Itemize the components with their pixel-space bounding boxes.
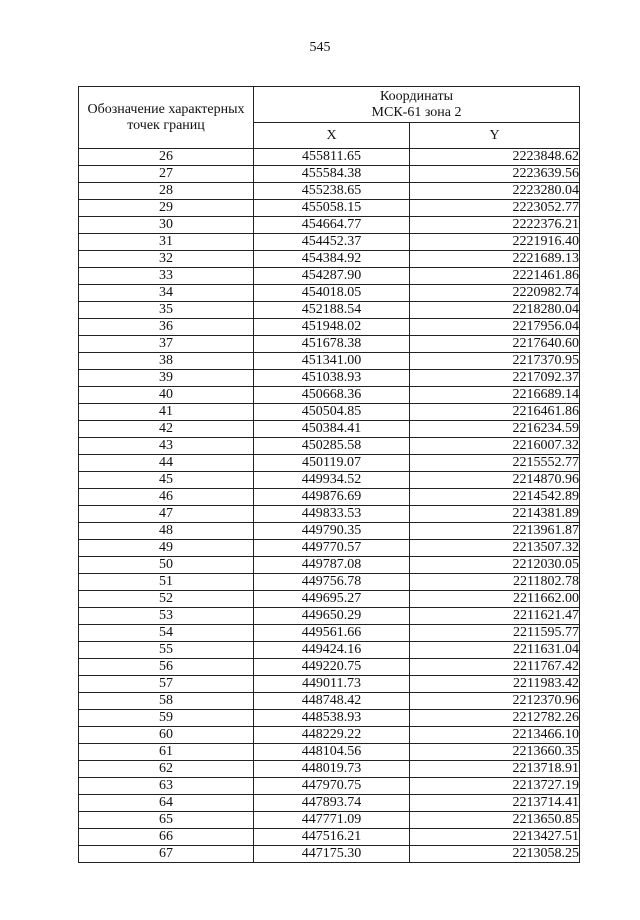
table-row <box>79 625 580 642</box>
point-number-cell: 41 <box>79 404 254 421</box>
point-number-cell: 50 <box>79 557 254 574</box>
y-coordinate-cell: 2213058.25 <box>410 846 580 863</box>
point-number-cell: 29 <box>79 200 254 217</box>
table-row <box>79 421 580 438</box>
x-coordinate-cell: 447516.21 <box>254 829 410 846</box>
table-row <box>79 149 580 166</box>
x-coordinate-cell: 449787.08 <box>254 557 410 574</box>
y-coordinate-cell: 2217092.37 <box>410 370 580 387</box>
table-row <box>79 387 580 404</box>
x-coordinate-cell: 454287.90 <box>254 268 410 285</box>
point-number-cell: 53 <box>79 608 254 625</box>
table-row <box>79 404 580 421</box>
y-coordinate-cell: 2218280.04 <box>410 302 580 319</box>
x-coordinate-cell: 455058.15 <box>254 200 410 217</box>
table-row <box>79 268 580 285</box>
x-coordinate-cell: 451341.00 <box>254 353 410 370</box>
table-row <box>79 489 580 506</box>
table-row <box>79 574 580 591</box>
y-coordinate-cell: 2223280.04 <box>410 183 580 200</box>
x-coordinate-cell: 449833.53 <box>254 506 410 523</box>
y-coordinate-cell: 2211631.04 <box>410 642 580 659</box>
point-number-cell: 32 <box>79 251 254 268</box>
x-coordinate-cell: 448538.93 <box>254 710 410 727</box>
table-row <box>79 251 580 268</box>
point-number-cell: 56 <box>79 659 254 676</box>
x-coordinate-cell: 447175.30 <box>254 846 410 863</box>
table-row <box>79 285 580 302</box>
point-number-cell: 42 <box>79 421 254 438</box>
point-number-cell: 33 <box>79 268 254 285</box>
y-column-header: Y <box>410 123 580 149</box>
point-designation-header: Обозначение характерных точек границ <box>79 87 254 149</box>
point-number-cell: 66 <box>79 829 254 846</box>
point-number-cell: 67 <box>79 846 254 863</box>
y-coordinate-cell: 2213727.19 <box>410 778 580 795</box>
point-number-cell: 65 <box>79 812 254 829</box>
point-number-cell: 36 <box>79 319 254 336</box>
point-number-cell: 35 <box>79 302 254 319</box>
table-row <box>79 506 580 523</box>
x-coordinate-cell: 450285.58 <box>254 438 410 455</box>
point-number-cell: 55 <box>79 642 254 659</box>
table-row <box>79 846 580 863</box>
point-number-cell: 52 <box>79 591 254 608</box>
x-coordinate-cell: 455238.65 <box>254 183 410 200</box>
x-coordinate-cell: 455584.38 <box>254 166 410 183</box>
x-coordinate-cell: 449220.75 <box>254 659 410 676</box>
table-row <box>79 710 580 727</box>
page-number: 545 <box>309 40 331 55</box>
y-coordinate-cell: 2213660.35 <box>410 744 580 761</box>
y-coordinate-cell: 2211802.78 <box>410 574 580 591</box>
point-number-cell: 54 <box>79 625 254 642</box>
x-coordinate-cell: 447771.09 <box>254 812 410 829</box>
y-coordinate-cell: 2212370.96 <box>410 693 580 710</box>
point-number-cell: 59 <box>79 710 254 727</box>
point-number-cell: 38 <box>79 353 254 370</box>
x-coordinate-cell: 449011.73 <box>254 676 410 693</box>
table-row <box>79 557 580 574</box>
y-coordinate-cell: 2216689.14 <box>410 387 580 404</box>
y-coordinate-cell: 2217956.04 <box>410 319 580 336</box>
table-row <box>79 540 580 557</box>
point-number-cell: 27 <box>79 166 254 183</box>
table-row <box>79 455 580 472</box>
point-number-cell: 28 <box>79 183 254 200</box>
table-row <box>79 642 580 659</box>
x-coordinate-cell: 448104.56 <box>254 744 410 761</box>
x-column-header: X <box>254 123 410 149</box>
point-number-cell: 64 <box>79 795 254 812</box>
x-coordinate-cell: 454384.92 <box>254 251 410 268</box>
x-coordinate-cell: 449934.52 <box>254 472 410 489</box>
y-coordinate-cell: 2211595.77 <box>410 625 580 642</box>
y-coordinate-cell: 2217640.60 <box>410 336 580 353</box>
x-coordinate-cell: 451948.02 <box>254 319 410 336</box>
coordinates-header <box>254 87 580 123</box>
y-coordinate-cell: 2221461.86 <box>410 268 580 285</box>
table-row <box>79 761 580 778</box>
x-coordinate-cell: 448229.22 <box>254 727 410 744</box>
table-row <box>79 166 580 183</box>
x-coordinate-cell: 449770.57 <box>254 540 410 557</box>
x-coordinate-cell: 448748.42 <box>254 693 410 710</box>
x-coordinate-cell: 448019.73 <box>254 761 410 778</box>
point-number-cell: 45 <box>79 472 254 489</box>
y-coordinate-cell: 2211767.42 <box>410 659 580 676</box>
x-coordinate-cell: 450384.41 <box>254 421 410 438</box>
table-row <box>79 302 580 319</box>
y-coordinate-cell: 2216461.86 <box>410 404 580 421</box>
point-number-cell: 62 <box>79 761 254 778</box>
table-row <box>79 727 580 744</box>
point-number-cell: 46 <box>79 489 254 506</box>
x-coordinate-cell: 450668.36 <box>254 387 410 404</box>
x-coordinate-cell: 449650.29 <box>254 608 410 625</box>
point-number-cell: 51 <box>79 574 254 591</box>
point-number-cell: 34 <box>79 285 254 302</box>
y-coordinate-cell: 2213961.87 <box>410 523 580 540</box>
y-coordinate-cell: 2216234.59 <box>410 421 580 438</box>
table-row <box>79 659 580 676</box>
coordinates-table <box>78 86 580 863</box>
table-row <box>79 829 580 846</box>
y-coordinate-cell: 2214542.89 <box>410 489 580 506</box>
table-row <box>79 217 580 234</box>
x-coordinate-cell: 447970.75 <box>254 778 410 795</box>
point-number-cell: 63 <box>79 778 254 795</box>
x-coordinate-cell: 449424.16 <box>254 642 410 659</box>
y-coordinate-cell: 2213718.91 <box>410 761 580 778</box>
x-coordinate-cell: 451678.38 <box>254 336 410 353</box>
y-coordinate-cell: 2212030.05 <box>410 557 580 574</box>
point-number-cell: 40 <box>79 387 254 404</box>
y-coordinate-cell: 2211621.47 <box>410 608 580 625</box>
table-row <box>79 778 580 795</box>
table-row <box>79 438 580 455</box>
y-coordinate-cell: 2220982.74 <box>410 285 580 302</box>
table-row <box>79 693 580 710</box>
table-row <box>79 676 580 693</box>
table-row <box>79 523 580 540</box>
x-coordinate-cell: 449561.66 <box>254 625 410 642</box>
y-coordinate-cell: 2223848.62 <box>410 149 580 166</box>
table-row <box>79 353 580 370</box>
table-row <box>79 812 580 829</box>
y-coordinate-cell: 2213714.41 <box>410 795 580 812</box>
x-coordinate-cell: 455811.65 <box>254 149 410 166</box>
y-coordinate-cell: 2212782.26 <box>410 710 580 727</box>
point-number-cell: 43 <box>79 438 254 455</box>
table-row <box>79 591 580 608</box>
y-coordinate-cell: 2221689.13 <box>410 251 580 268</box>
coordinates-header-title: Координаты <box>380 88 453 104</box>
y-coordinate-cell: 2221916.40 <box>410 234 580 251</box>
x-coordinate-cell: 450504.85 <box>254 404 410 421</box>
coordinate-system-label: МСК-61 зона 2 <box>371 104 462 120</box>
point-number-cell: 31 <box>79 234 254 251</box>
y-coordinate-cell: 2213507.32 <box>410 540 580 557</box>
table-body <box>79 149 580 863</box>
table-row <box>79 608 580 625</box>
x-coordinate-cell: 449756.78 <box>254 574 410 591</box>
x-coordinate-cell: 451038.93 <box>254 370 410 387</box>
y-coordinate-cell: 2213466.10 <box>410 727 580 744</box>
x-coordinate-cell: 447893.74 <box>254 795 410 812</box>
point-number-cell: 58 <box>79 693 254 710</box>
point-number-cell: 39 <box>79 370 254 387</box>
y-coordinate-cell: 2211983.42 <box>410 676 580 693</box>
point-number-cell: 37 <box>79 336 254 353</box>
y-coordinate-cell: 2217370.95 <box>410 353 580 370</box>
y-coordinate-cell: 2223639.56 <box>410 166 580 183</box>
point-number-cell: 61 <box>79 744 254 761</box>
point-number-cell: 30 <box>79 217 254 234</box>
table-row <box>79 183 580 200</box>
point-number-cell: 49 <box>79 540 254 557</box>
y-coordinate-cell: 2215552.77 <box>410 455 580 472</box>
point-number-cell: 48 <box>79 523 254 540</box>
y-coordinate-cell: 2214870.96 <box>410 472 580 489</box>
y-coordinate-cell: 2222376.21 <box>410 217 580 234</box>
table-row <box>79 744 580 761</box>
point-number-cell: 47 <box>79 506 254 523</box>
point-number-cell: 44 <box>79 455 254 472</box>
x-coordinate-cell: 449695.27 <box>254 591 410 608</box>
table-row <box>79 370 580 387</box>
point-number-cell: 60 <box>79 727 254 744</box>
table-row <box>79 336 580 353</box>
point-number-cell: 26 <box>79 149 254 166</box>
y-coordinate-cell: 2211662.00 <box>410 591 580 608</box>
table-row <box>79 795 580 812</box>
x-coordinate-cell: 449790.35 <box>254 523 410 540</box>
y-coordinate-cell: 2214381.89 <box>410 506 580 523</box>
table-row <box>79 472 580 489</box>
table-header-row <box>79 87 580 123</box>
x-coordinate-cell: 454452.37 <box>254 234 410 251</box>
y-coordinate-cell: 2213650.85 <box>410 812 580 829</box>
x-coordinate-cell: 454018.05 <box>254 285 410 302</box>
table-row <box>79 200 580 217</box>
x-coordinate-cell: 454664.77 <box>254 217 410 234</box>
y-coordinate-cell: 2223052.77 <box>410 200 580 217</box>
y-coordinate-cell: 2216007.32 <box>410 438 580 455</box>
x-coordinate-cell: 452188.54 <box>254 302 410 319</box>
x-coordinate-cell: 449876.69 <box>254 489 410 506</box>
y-coordinate-cell: 2213427.51 <box>410 829 580 846</box>
x-coordinate-cell: 450119.07 <box>254 455 410 472</box>
table-row <box>79 319 580 336</box>
table-row <box>79 234 580 251</box>
point-number-cell: 57 <box>79 676 254 693</box>
